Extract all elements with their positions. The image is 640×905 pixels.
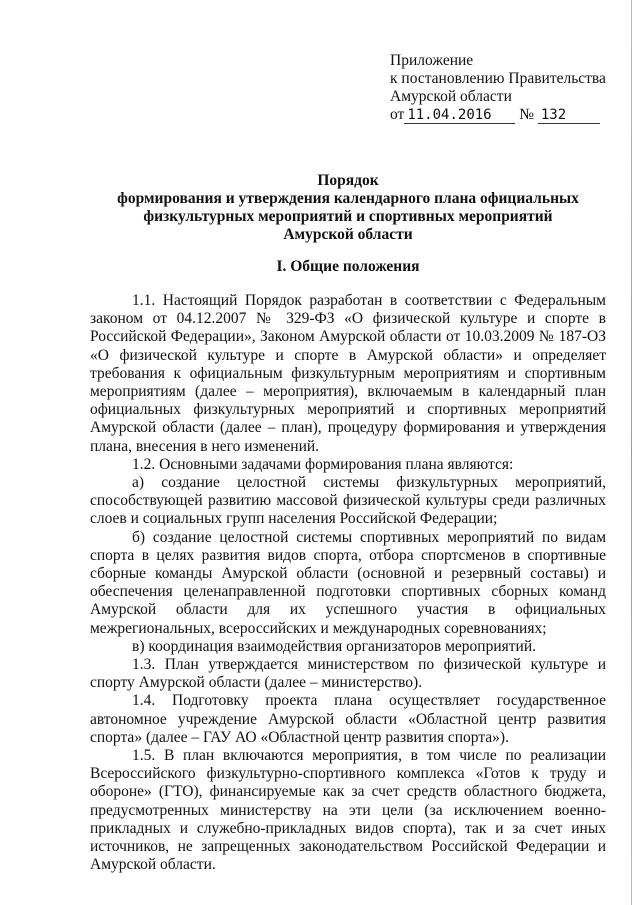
paragraph-1-2: 1.2. Основными задачами формирования плана являются:: [132, 455, 514, 473]
appendix-stamp: [390, 52, 606, 124]
paragraph-1-2-c: в) координация взаимодействия организаторов мероприятий.: [132, 637, 536, 655]
paragraph-1-5: 1.5. В план включаются мероприятия, в том числе по реализации Всероссийского физкультурно-спортивного комплекса «Готов к труду и обороне» (ГТО), финансируемые как за счет средств областного бюджета, предусмотренных министерству на эти цели (за исключением военно-прикладных и служебно-прикладных видов спорта), так и за счет иных источников, не запрещенных законодательством Российской Федерации и Амурской области.: [90, 747, 606, 874]
stamp-date: 11.04.2016: [404, 107, 515, 124]
stamp-line-region: Амурской области: [390, 88, 512, 105]
stamp-date-number-line: [390, 106, 606, 124]
paragraph-1-3: 1.3. План утверждается министерством по физической культуре и спорту Амурской области (далее – министерство).: [90, 656, 606, 692]
stamp-line-appendix: Приложение: [390, 52, 474, 69]
stamp-number: 132: [538, 107, 600, 124]
paragraph-1-4: 1.4. Подготовку проекта плана осуществляет государственное автономное учреждение Амурской области «Областной центр развития спорта» (далее – ГАУ АО «Областной центр развития спорта»).: [90, 692, 606, 746]
title-line-4: Амурской области: [283, 226, 413, 243]
stamp-line-resolution: к постановлению Правительства: [390, 70, 606, 87]
title-line-2: формирования и утверждения календарного плана официальных: [117, 190, 579, 207]
stamp-number-prefix: №: [519, 106, 534, 123]
paragraph-1-2-b: б) создание целостной системы спортивных мероприятий по видам спорта в целях развития видов спорта, отбора спортсменов в спортивные сборные команды Амурской области (основной и резервный составы) и обеспечения целенаправленной подготовки спортивных сборных команд Амурской области для их успешного участия в официальных межрегиональных, всероссийских и международных соревнованиях;: [90, 528, 606, 637]
title-line-3: физкультурных мероприятий и спортивных мероприятий: [143, 208, 553, 225]
stamp-date-prefix: от: [390, 106, 405, 123]
scan-edge-line: [631, 0, 632, 905]
document-body: [90, 292, 606, 875]
title-line-1: Порядок: [317, 172, 379, 189]
document-title: [88, 172, 608, 244]
section-heading: I. Общие положения: [276, 258, 420, 275]
paragraph-1-2-a: а) создание целостной системы физкультурных мероприятий, способствующей развитию массовой физической культуры среди различных слоев и социальных групп населения Российской Федерации;: [90, 474, 606, 528]
paragraph-1-1: 1.1. Настоящий Порядок разработан в соответствии с Федеральным законом от 04.12.2007 № 329-ФЗ «О физической культуре и спорте в Российской Федерации», Законом Амурской области от 10.03.2009 № 187-ОЗ «О физической культуре и спорте в Амурской области» и определяет требования к официальным физкультурным мероприятиям и спортивным мероприятиям (далее – мероприятия), включаемым в календарный план официальных физкультурных мероприятий и спортивных мероприятий Амурской области (далее – план), процедуру формирования и утверждения плана, внесения в него изменений.: [90, 292, 606, 455]
